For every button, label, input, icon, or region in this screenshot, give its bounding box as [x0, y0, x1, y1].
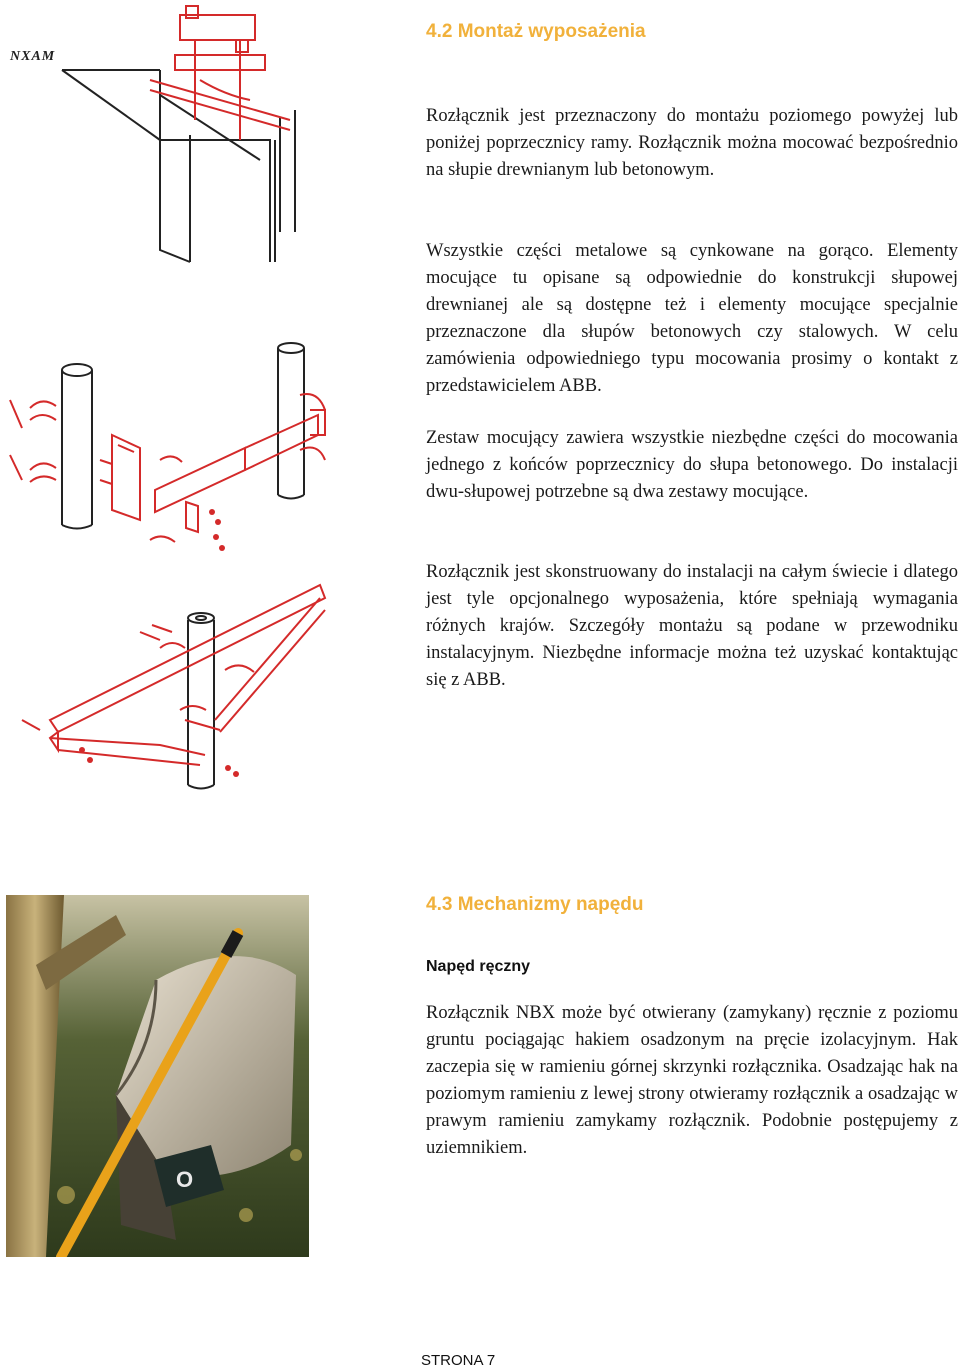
section-42-paragraph-4: Rozłącznik jest skonstruowany do instalacji na całym świecie i dlatego jest tyle opcjonalnego wyposażenia, które spełniają wymagania różnych krajów. Szczegóły montażu są podane w przewodniku instalacyjnym. Niezbędne informacje można też uzyskać kontaktując się z ABB. [426, 562, 958, 690]
page-number: STRONA 7 [421, 1352, 496, 1369]
section-43-title: 4.3 Mechanizmy napędu [426, 894, 644, 915]
photo-manual-operation [6, 895, 309, 1257]
section-42-title: 4.2 Montaż wyposażenia [426, 21, 646, 42]
section-42-paragraph-3: Zestaw mocujący zawiera wszystkie niezbędne części do mocowania jednego z końców poprzecznicy do słupa betonowego. Do instalacji dwu-słupowej potrzebne są dwa zestawy mocujące. [426, 428, 958, 502]
nxam-label: NXAM [10, 49, 56, 64]
section-43-subtitle: Napęd ręczny [426, 958, 531, 975]
section-42-paragraph-2: Wszystkie części metalowe są cynkowane na gorąco. Elementy mocujące tu opisane są odpowiednie do konstrukcji słupowej drewnianej ale są dostępne też i elementy mocujące specjalnie przeznaczone dla słupów betonowych czy stalowych. W celu zamówienia odpowiedniego typu mocowania prosimy o kontakt z przedstawicielem ABB. [426, 241, 958, 396]
section-43-paragraph-1: Rozłącznik NBX może być otwierany (zamykany) ręcznie z poziomu gruntu pociągając hakiem osadzonym na pręcie izolacyjnym. Hak zaczepia się w ramieniu górnej skrzynki rozłącznika. Osadzając hak na poziomym ramieniu z lewej strony otwieramy rozłącznik a osadzając w prawym ramieniu zamykamy rozłącznik. Podobnie postępujemy z uziemnikiem. [426, 1003, 958, 1158]
section-42-paragraph-1: Rozłącznik jest przeznaczony do montażu poziomego powyżej lub poniżej poprzecznicy ramy. Rozłącznik można mocować bezpośrednio na słupie drewnianym lub betonowym. [426, 106, 958, 180]
switch-symbol-label: O [176, 1167, 194, 1192]
figure-triangular-bracket [0, 570, 420, 800]
figure-pole-bracket [0, 330, 420, 560]
figure-nxam-mounting [0, 0, 420, 270]
